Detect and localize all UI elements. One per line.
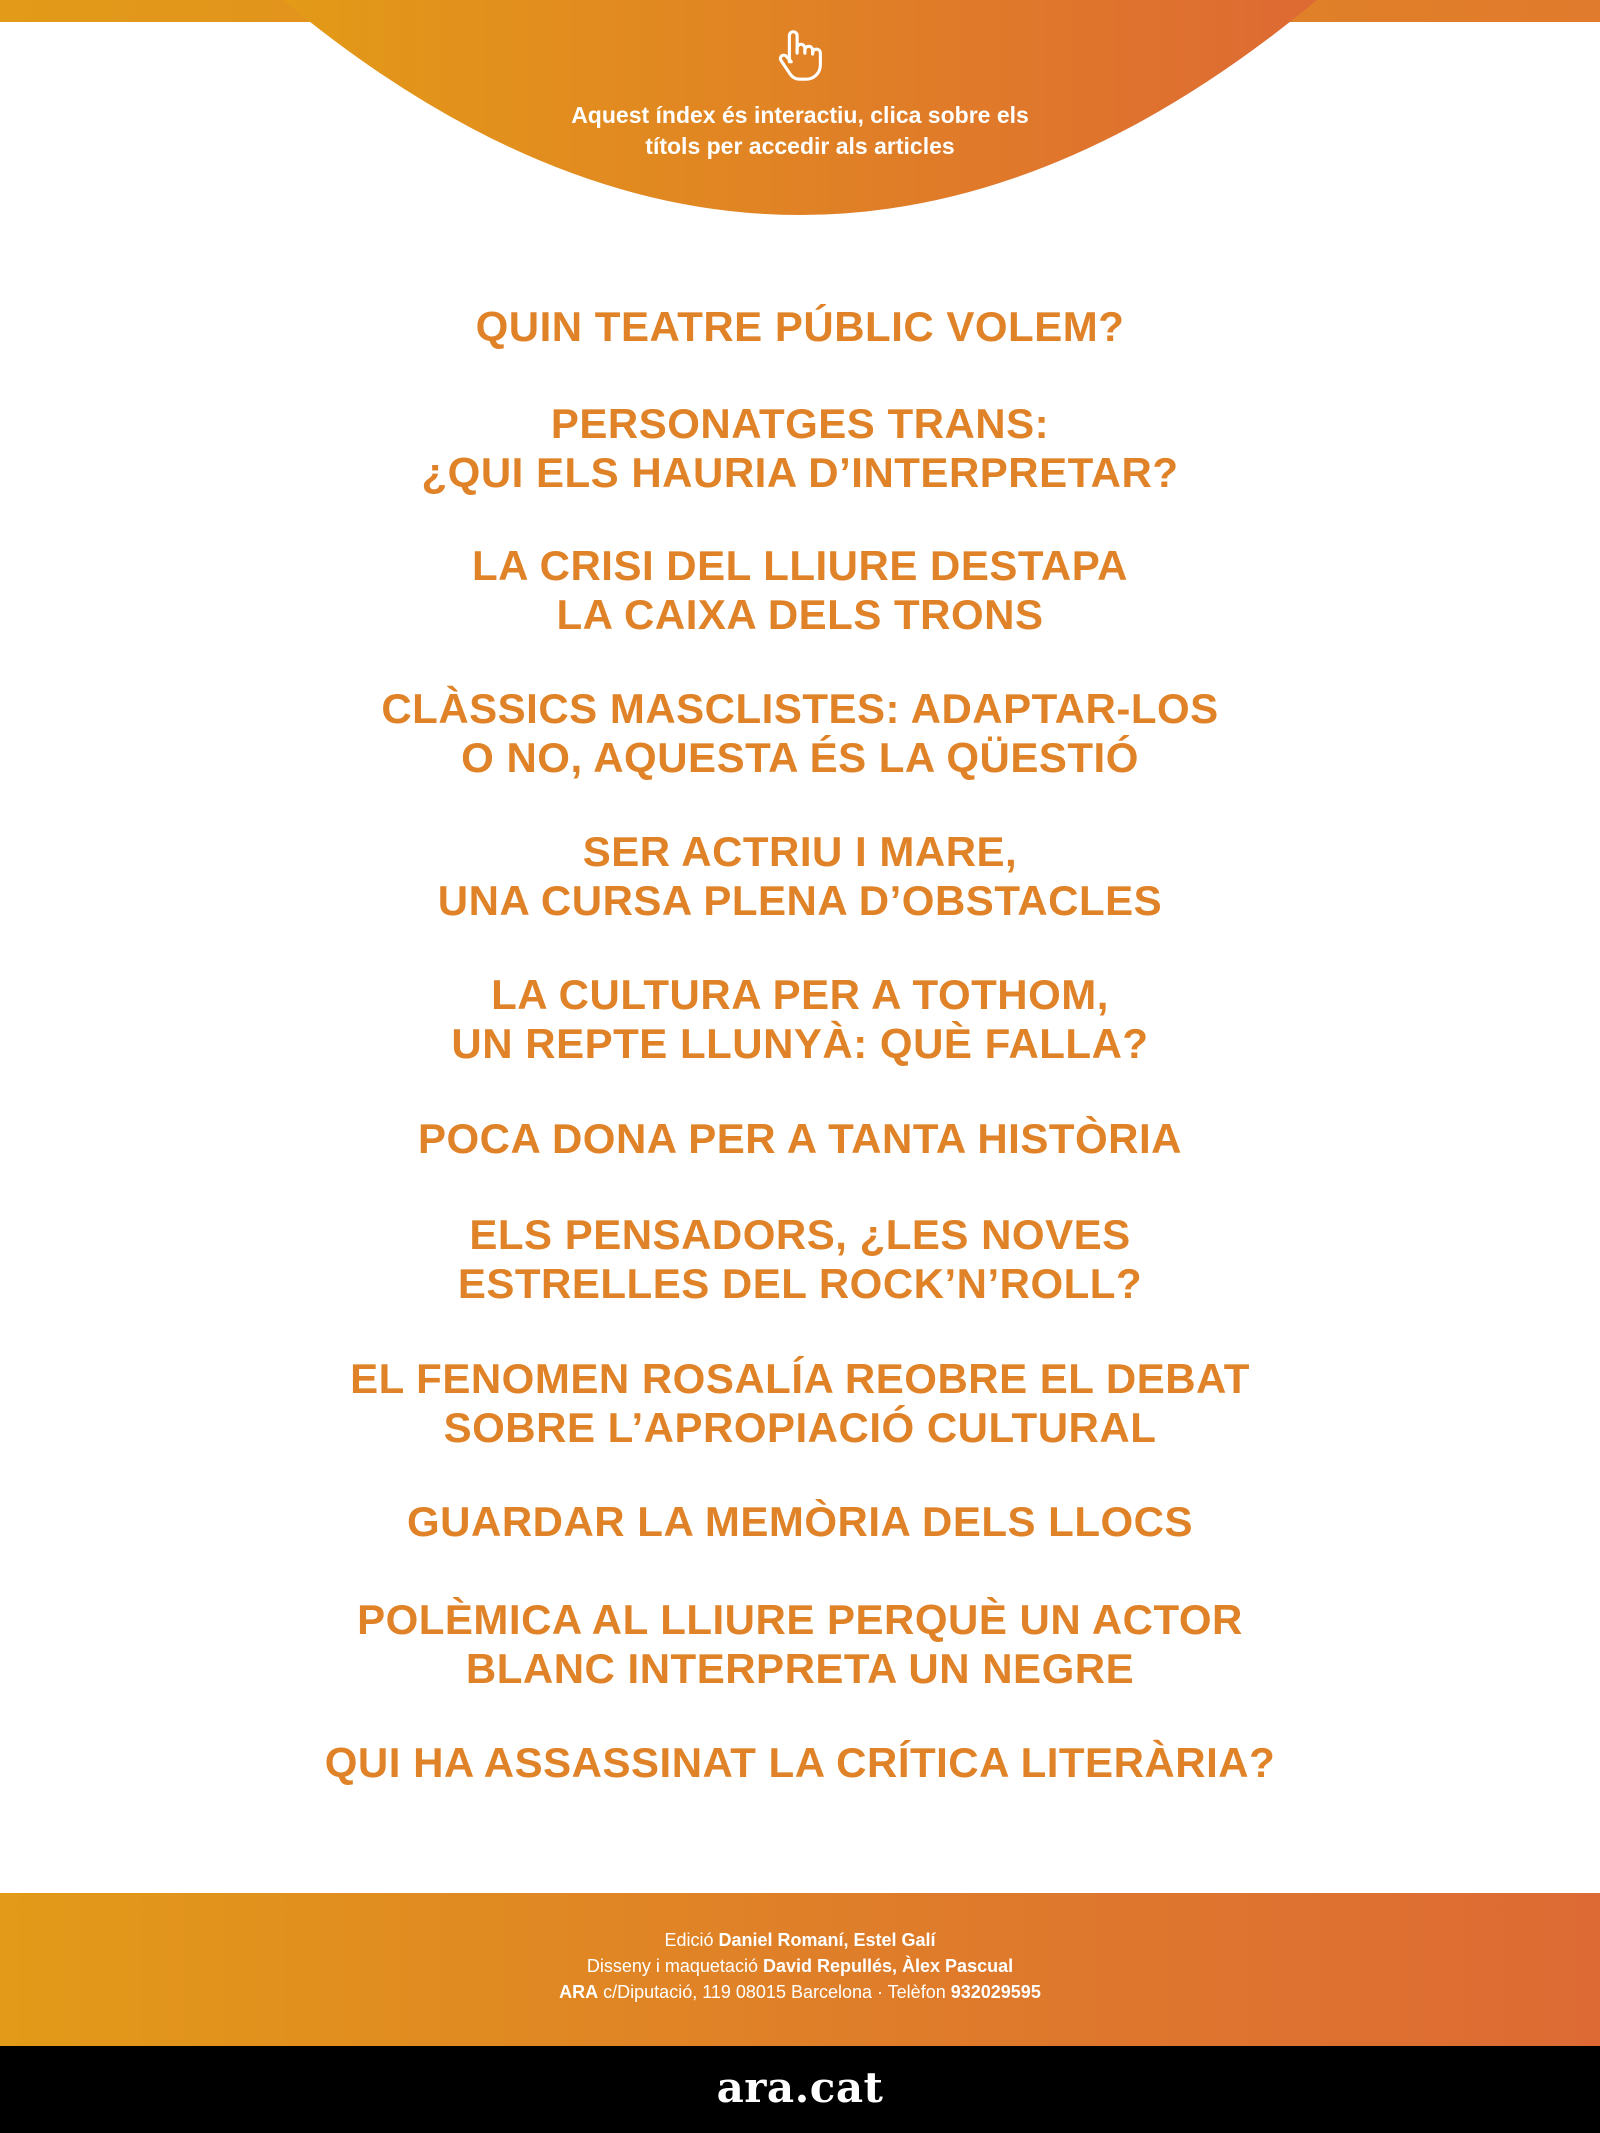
credit-edition-label: Edició xyxy=(664,1930,714,1950)
toc-title-line: ESTRELLES DEL ROCK’N’ROLL? xyxy=(457,1260,1143,1307)
credits-band xyxy=(0,1893,1600,2046)
toc-title-line: SOBRE L’APROPIACIÓ CULTURAL xyxy=(443,1404,1157,1451)
interactive-note-line2: títols per accedir als articles xyxy=(645,133,955,159)
toc-title-line: GUARDAR LA MEMÒRIA DELS LLOCS xyxy=(406,1498,1194,1545)
credit-phone: 932029595 xyxy=(950,1982,1041,2002)
credit-design xyxy=(300,1953,1300,1979)
toc-title-line: QUIN TEATRE PÚBLIC VOLEM? xyxy=(475,303,1125,350)
toc-title-line: EL FENOMEN ROSALÍA REOBRE EL DEBAT xyxy=(350,1355,1250,1402)
toc-link[interactable] xyxy=(200,541,1400,639)
toc-title-line: QUI HA ASSASSINAT LA CRÍTICA LITERÀRIA? xyxy=(324,1739,1276,1786)
toc-title-line: CLÀSSICS MASCLISTES: ADAPTAR-LOS xyxy=(381,685,1219,732)
credit-address-text: c/Diputació, 119 08015 Barcelona · Telèfon xyxy=(603,1982,946,2002)
bottom-bar xyxy=(0,2046,1600,2133)
toc-link[interactable] xyxy=(200,970,1400,1068)
toc-title-line: POCA DONA PER A TANTA HISTÒRIA xyxy=(418,1115,1182,1162)
interactive-note-line1: Aquest índex és interactiu, clica sobre els xyxy=(571,102,1029,128)
toc-title-line: LA CAIXA DELS TRONS xyxy=(556,591,1044,638)
toc-title-line: PERSONATGES TRANS: xyxy=(550,400,1050,447)
toc-link[interactable] xyxy=(200,1738,1400,1787)
toc-link[interactable] xyxy=(200,1497,1400,1546)
credit-design-names: David Repullés, Àlex Pascual xyxy=(762,1956,1014,1976)
credit-publisher: ARA xyxy=(559,1982,599,2002)
toc-title-line: ELS PENSADORS, ¿LES NOVES xyxy=(469,1211,1131,1258)
credit-design-label: Disseny i maquetació xyxy=(586,1956,758,1976)
pointing-hand-icon xyxy=(770,24,832,86)
toc-title-line: O NO, AQUESTA ÉS LA QÜESTIÓ xyxy=(461,734,1139,781)
credit-edition xyxy=(300,1927,1300,1953)
toc-title-line: UNA CURSA PLENA D’OBSTACLES xyxy=(437,877,1163,924)
toc-link[interactable] xyxy=(200,1354,1400,1452)
site-logo[interactable]: ara.cat xyxy=(716,2063,884,2112)
toc-link[interactable] xyxy=(200,1595,1400,1693)
toc-link[interactable] xyxy=(200,399,1400,497)
toc-link[interactable] xyxy=(200,1114,1400,1163)
credit-address xyxy=(300,1979,1300,2005)
toc-link[interactable] xyxy=(200,827,1400,925)
toc-title-line: LA CRISI DEL LLIURE DESTAPA xyxy=(472,542,1128,589)
toc-title-line: LA CULTURA PER A TOTHOM, xyxy=(491,971,1109,1018)
toc-title-line: BLANC INTERPRETA UN NEGRE xyxy=(465,1645,1135,1692)
toc-link[interactable] xyxy=(200,684,1400,782)
toc-title-line: UN REPTE LLUNYÀ: QUÈ FALLA? xyxy=(451,1020,1149,1067)
toc-link[interactable] xyxy=(200,302,1400,351)
toc-title-line: ¿QUI ELS HAURIA D’INTERPRETAR? xyxy=(421,449,1179,496)
credits xyxy=(300,1927,1300,2005)
interactive-note xyxy=(450,100,1150,162)
toc-title-line: POLÈMICA AL LLIURE PERQUÈ UN ACTOR xyxy=(357,1596,1243,1643)
credit-edition-names: Daniel Romaní, Estel Galí xyxy=(718,1930,936,1950)
toc-link[interactable] xyxy=(200,1210,1400,1308)
toc-title-line: SER ACTRIU I MARE, xyxy=(582,828,1018,875)
